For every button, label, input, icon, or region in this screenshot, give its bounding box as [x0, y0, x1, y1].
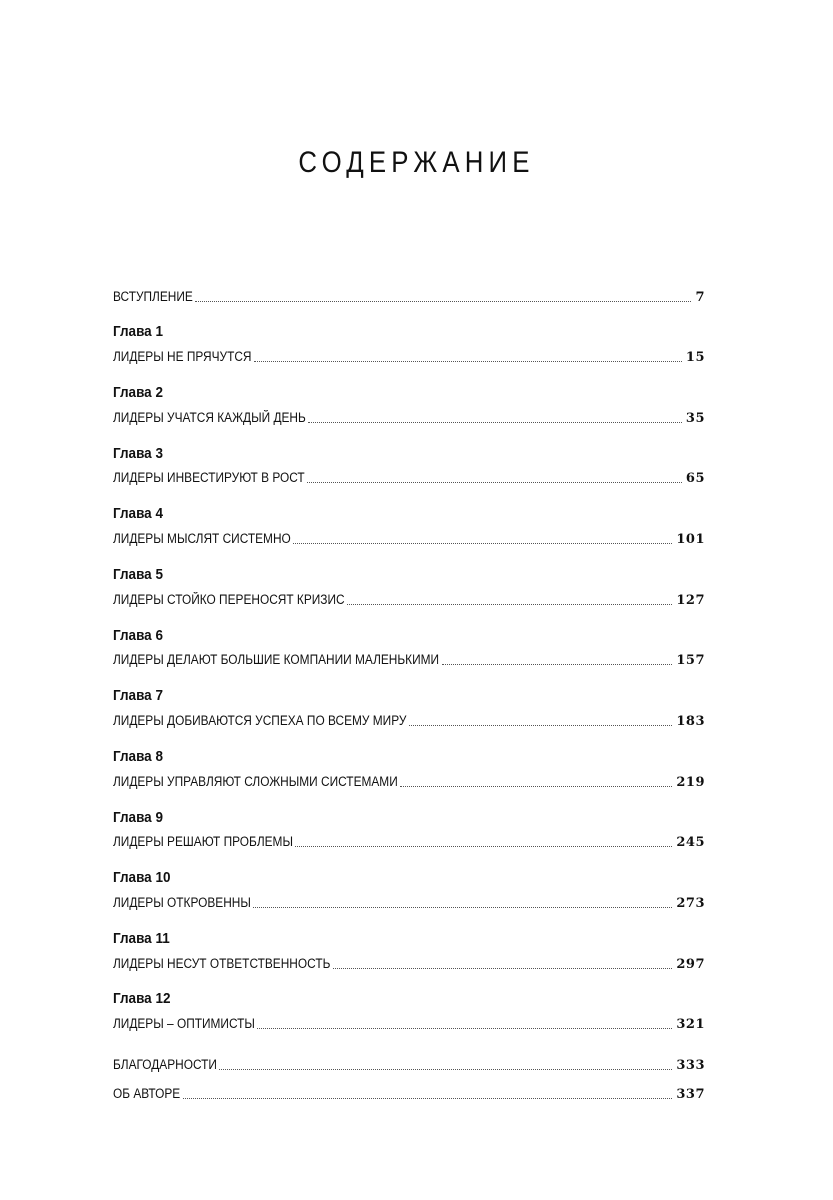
- toc-entry-page-number: 333: [676, 1058, 705, 1073]
- dot-leader: [308, 421, 682, 423]
- toc-entry-title: ВСТУПЛЕНИЕ: [113, 289, 193, 304]
- toc-entry-chapter-7[interactable]: [113, 710, 705, 730]
- chapter-label: Глава 6: [113, 627, 163, 644]
- chapter-label: Глава 2: [113, 384, 163, 401]
- dot-leader: [253, 906, 672, 908]
- dot-leader: [347, 603, 672, 605]
- toc-entry-title: ЛИДЕРЫ СТОЙКО ПЕРЕНОСЯТ КРИЗИС: [113, 592, 345, 607]
- dot-leader: [400, 785, 672, 787]
- toc-entry-page-number: 273: [676, 896, 705, 911]
- toc-entry-title: ЛИДЕРЫ НЕСУТ ОТВЕТСТВЕННОСТЬ: [113, 956, 331, 971]
- chapter-label: Глава 7: [113, 687, 163, 704]
- toc-entry-chapter-6[interactable]: [113, 649, 705, 669]
- toc-entry-page-number: 219: [676, 775, 705, 790]
- dot-leader: [333, 967, 672, 969]
- dot-leader: [295, 845, 672, 847]
- toc-entry-title: ЛИДЕРЫ ОТКРОВЕННЫ: [113, 895, 251, 910]
- toc-entry-title: ЛИДЕРЫ УЧАТСЯ КАЖДЫЙ ДЕНЬ: [113, 410, 306, 425]
- dot-leader: [257, 1027, 672, 1029]
- chapter-label: Глава 3: [113, 445, 163, 462]
- toc-entry-page-number: 127: [676, 593, 705, 608]
- toc-entry-title: ОБ АВТОРЕ: [113, 1086, 181, 1101]
- toc-entry-chapter-8[interactable]: [113, 771, 705, 791]
- toc-entry-title: ЛИДЕРЫ РЕШАЮТ ПРОБЛЕМЫ: [113, 834, 293, 849]
- toc-entry-title: ЛИДЕРЫ МЫСЛЯТ СИСТЕМНО: [113, 531, 291, 546]
- toc-entry-page-number: 183: [676, 714, 705, 729]
- toc-entry-chapter-11[interactable]: [113, 953, 705, 973]
- toc-entry-acknowledgements[interactable]: [113, 1054, 705, 1074]
- dot-leader: [195, 300, 691, 302]
- dot-leader: [219, 1068, 672, 1070]
- toc-entry-page-number: 337: [676, 1087, 705, 1102]
- toc-entry-chapter-3[interactable]: [113, 467, 705, 487]
- chapter-label: Глава 12: [113, 990, 171, 1007]
- toc-entry-chapter-9[interactable]: [113, 831, 705, 851]
- toc-entry-page-number: 157: [676, 653, 705, 668]
- toc-entry-chapter-2[interactable]: [113, 407, 705, 427]
- chapter-label: Глава 5: [113, 566, 163, 583]
- dot-leader: [442, 663, 672, 665]
- dot-leader: [409, 724, 672, 726]
- chapter-label: Глава 9: [113, 809, 163, 826]
- toc-entry-page-number: 321: [676, 1017, 705, 1032]
- dot-leader: [183, 1097, 672, 1099]
- toc-entry-page-number: 15: [685, 350, 705, 365]
- toc-entry-title: ЛИДЕРЫ ДЕЛАЮТ БОЛЬШИЕ КОМПАНИИ МАЛЕНЬКИМИ: [113, 652, 440, 667]
- toc-entry-title: БЛАГОДАРНОСТИ: [113, 1057, 217, 1072]
- toc-entry-chapter-12[interactable]: [113, 1013, 705, 1033]
- chapter-label: Глава 10: [113, 869, 171, 886]
- toc-entry-about-author[interactable]: [113, 1083, 705, 1103]
- toc-entry-title: ЛИДЕРЫ ИНВЕСТИРУЮТ В РОСТ: [113, 470, 305, 485]
- dot-leader: [254, 360, 682, 362]
- toc-entry-page-number: 7: [695, 290, 705, 305]
- chapter-label: Глава 4: [113, 505, 163, 522]
- chapter-label: Глава 11: [113, 930, 170, 947]
- toc-entry-page-number: 65: [685, 471, 705, 486]
- dot-leader: [293, 542, 672, 544]
- toc-entry-chapter-10[interactable]: [113, 892, 705, 912]
- toc-entry-title: ЛИДЕРЫ НЕ ПРЯЧУТСЯ: [113, 349, 252, 364]
- toc-entry-chapter-1[interactable]: [113, 346, 705, 366]
- toc-entry-chapter-4[interactable]: [113, 528, 705, 548]
- toc-entry-page-number: 35: [685, 411, 705, 426]
- toc-entry-title: ЛИДЕРЫ ДОБИВАЮТСЯ УСПЕХА ПО ВСЕМУ МИРУ: [113, 713, 407, 728]
- toc-entry-page-number: 101: [676, 532, 705, 547]
- toc-entry-chapter-5[interactable]: [113, 589, 705, 609]
- toc-entry-title: ЛИДЕРЫ – ОПТИМИСТЫ: [113, 1016, 255, 1031]
- toc-entry-page-number: 297: [676, 957, 705, 972]
- toc-entry-page-number: 245: [676, 835, 705, 850]
- page-title: СОДЕРЖАНИЕ: [298, 146, 535, 179]
- toc-entry-title: ЛИДЕРЫ УПРАВЛЯЮТ СЛОЖНЫМИ СИСТЕМАМИ: [113, 774, 398, 789]
- toc-entry-intro[interactable]: [113, 286, 705, 306]
- dot-leader: [307, 481, 682, 483]
- chapter-label: Глава 1: [113, 323, 163, 340]
- chapter-label: Глава 8: [113, 748, 163, 765]
